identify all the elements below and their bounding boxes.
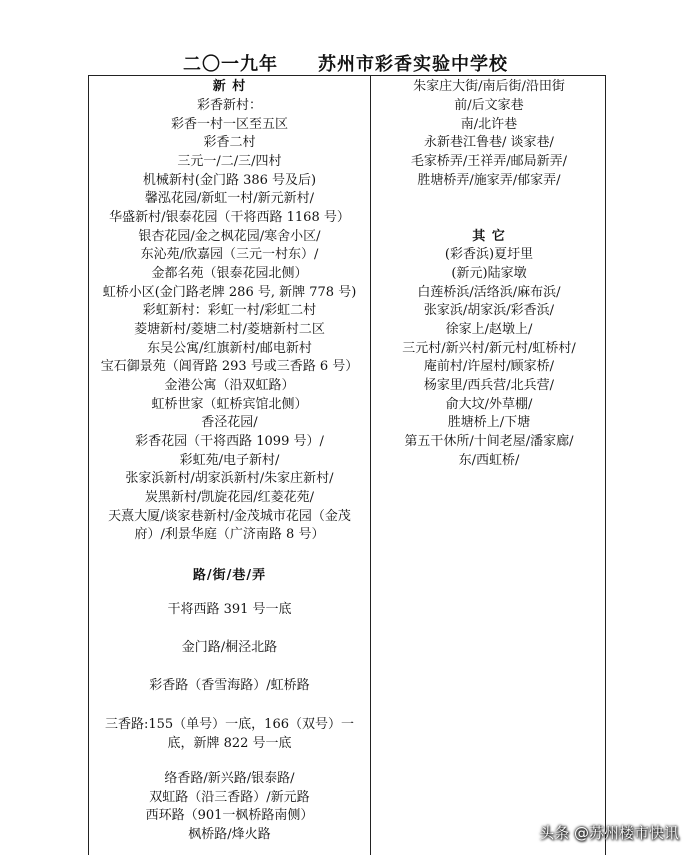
list-item: 双虹路（沿三香路）/新元路 (149, 790, 310, 805)
list-item: 华盛新村/银泰花园（干将西路 1168 号） (109, 210, 350, 225)
list-item: 三元一/二/三/四村 (177, 154, 282, 169)
list-item: 彩香一村一区至五区 (170, 117, 288, 132)
list-item: 三元村/新兴村/新元村/虹桥村/ (402, 341, 576, 356)
list-item: 彩虹苑/电子新村/ (179, 453, 280, 468)
list-item: 南/北许巷 (460, 117, 518, 132)
list-item: 彩香花园（干将西路 1099 号）/ (135, 434, 324, 449)
list-item: 俞大坟/外草棚/ (445, 397, 533, 412)
list-item: 东/西虹桥/ (458, 453, 520, 468)
list-item: 馨泓花园/新虹一村/新元新村/ (144, 191, 315, 206)
list-item: 白莲桥浜/活络浜/麻布浜/ (417, 285, 561, 300)
title-school: 苏州市彩香实验中学校 (318, 54, 508, 75)
list-item: 张家浜/胡家浜/彩香浜/ (423, 303, 555, 318)
list-item: 彩香新村： (196, 98, 262, 113)
section-heading-villages: 新 村 (212, 79, 247, 94)
list-item: 底，新牌 822 号一底 (167, 736, 292, 751)
section-heading-roads: 路/街/巷/弄 (192, 568, 267, 583)
list-item: 东吴公寓/红旗新村/邮电新村 (147, 341, 312, 356)
catchment-table (88, 75, 606, 855)
watermark: 头条 @苏州楼市快讯 (539, 824, 679, 842)
list-item: 杨家里/西兵营/北兵营/ (423, 378, 555, 393)
list-item: 东沁苑/欣嘉园（三元一村东）/ (140, 247, 319, 262)
list-item: 枫桥路/烽火路 (188, 827, 271, 842)
list-item: 金门路/桐泾北路 (181, 640, 278, 655)
section-heading-others: 其 它 (472, 229, 506, 244)
document-title (0, 50, 691, 76)
list-item: 府）/利景华庭（广济南路 8 号） (134, 527, 325, 542)
list-item: 彩虹新村：彩虹一村/彩虹二村 (142, 303, 317, 318)
list-item: 朱家庄大街/南后街/沿田街 (413, 79, 565, 94)
list-item: 彩香路（香雪海路）/虹桥路 (149, 678, 310, 693)
list-item: 胜塘桥弄/施家弄/郁家弄/ (417, 173, 561, 188)
list-item: 徐家上/赵墩上/ (445, 322, 533, 337)
right-column (371, 76, 607, 855)
list-item: 香泾花园/ (201, 415, 258, 430)
list-item: 宝石御景苑（阊胥路 293 号或三香路 6 号） (100, 359, 359, 374)
list-item: 三香路:155（单号）一底，166（双号）一 (104, 717, 354, 732)
list-item: (彩香浜)夏圩里 (444, 247, 534, 262)
list-item: 金港公寓（沿双虹路） (164, 378, 295, 393)
list-item: 第五干休所/十间老屋/潘家廊/ (404, 434, 574, 449)
list-item: 彩香二村 (203, 135, 256, 150)
list-item: 毛家桥弄/王祥弄/邮局新弄/ (410, 154, 568, 169)
title-year: 二〇一九年 (183, 54, 278, 75)
list-item: 炭黑新村/凯旋花园/红菱花苑/ (144, 490, 315, 505)
list-item: 西环路（901一枫桥路南侧） (145, 808, 314, 823)
left-column (89, 76, 371, 855)
list-item: 金都名苑（银泰花园北侧） (151, 266, 308, 281)
list-item: 络香路/新兴路/银泰路/ (164, 771, 295, 786)
list-item: 机械新村(金门路 386 号及后) (142, 173, 317, 188)
list-item: 银杏花园/金之枫花园/寒舍小区/ (138, 229, 321, 244)
list-item: 虹桥小区(金门路老牌 286 号, 新牌 778 号) (102, 285, 357, 300)
list-item: 天熹大厦/谈家巷新村/金茂城市花园（金茂 (108, 509, 351, 524)
list-item: 菱塘新村/菱塘二村/菱塘新村二区 (134, 322, 325, 337)
list-item: 永新巷江鲁巷/ 谈家巷/ (424, 135, 554, 150)
list-item: 胜塘桥上/下塘 (447, 415, 531, 430)
list-item: 虹桥世家（虹桥宾馆北侧） (151, 397, 308, 412)
list-item: 庵前村/许屋村/顾家桥/ (423, 359, 555, 374)
list-item: (新元)陆家墩 (451, 266, 527, 281)
list-item: 前/后文家巷 (454, 98, 524, 113)
list-item: 干将西路 391 号一底 (167, 602, 292, 617)
list-item: 张家浜新村/胡家浜新村/朱家庄新村/ (125, 471, 334, 486)
